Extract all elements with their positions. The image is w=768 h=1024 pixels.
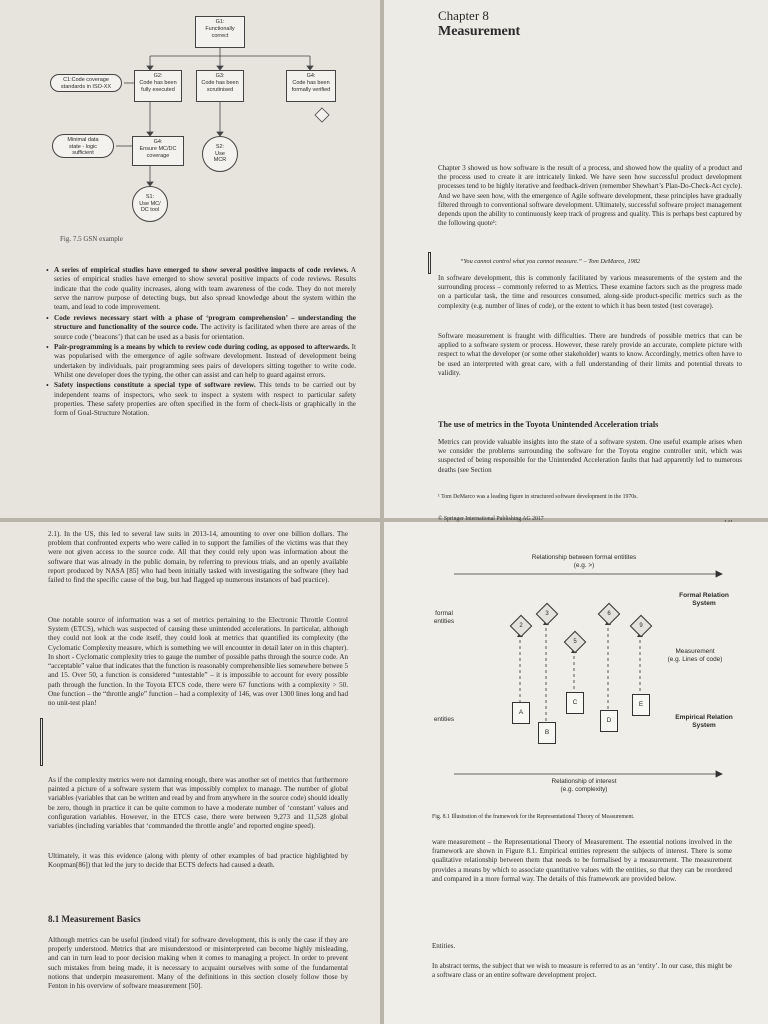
formal-entity-node: 3	[536, 603, 559, 626]
bullet-item	[46, 381, 356, 418]
measurement-label: Measurement (e.g. Lines of code)	[667, 648, 723, 663]
formal-entity-node: 5	[564, 631, 587, 654]
representational-theory-diagram	[424, 552, 744, 802]
gsn-context-c1: C1:Code coverage standards in ISO-XX	[50, 74, 122, 92]
bullet-text: The activity is facilitated when there are areas of the source code (‘beacons’) that can be used as a basis for orientation.	[54, 323, 356, 341]
global-variables-paragraph: As if the complexity metrics were not damning enough, there was another set of metrics that furthermore painted a picture of a software system that was impossibly complex to manage. The number of global variables (variables that can be written and read by and from anywhere in the source code) should ideally be zero, though in practice it can be quite common to have a moderate number of ‘constant’ values and configuration variables. However, in the ETCS case, there were between 9,273 and 11,528 global variables (including variables that ‘commanded the throttle angle’ and reported engine speed).	[48, 776, 348, 831]
empirical-entity-doc: E	[632, 694, 650, 716]
gsn-solution-s1: S1: Use MC/ DC tool	[132, 186, 168, 222]
formal-relation-system-label: Formal Relation System	[679, 592, 729, 607]
formal-entities-label: formal entities	[433, 610, 455, 625]
etcs-paragraph: One notable source of information was a set of metrics pertaining to the Electronic Throttle Control System (ETCS), which was suspected of causing these unintended accelerations. In particular, although they could not look at the code itself, they could look at metrics that quantified its complexity (the Cyclomatic Complexity measure, which is something we will encounter in detail later on in this chapter). In short - Cyclomatic complexity tries to gauge the number of possible paths through the source code. An “acceptable” value that indicates that the function is reasonably comprehensible lies somewhere betwee 5 and 15. Over 50, a function is considered “untestable” – it is impossible to account for every possible path through the function. In the Toyota ETCS code, there were 67 functions with a complexity > 50. One function – the “throttle angle” function – had a complexity of 146, was over 1300 lines long and had no unit-test plan!	[48, 616, 348, 707]
gsn-diagram	[30, 10, 370, 236]
empirical-entity-doc: C	[566, 692, 584, 714]
bullet-item	[46, 266, 356, 313]
gsn-solution-s2: S2: Use MCR	[202, 136, 238, 172]
empirical-relation-system-label: Empirical Relation System	[675, 714, 733, 729]
figure-caption-8-1: Fig. 8.1 Illustration of the framework for the Representational Theory of Measurement.	[432, 814, 635, 820]
empirical-entity-doc: B	[538, 722, 556, 744]
page-figure-8-1	[384, 522, 768, 1024]
chapter-intro-paragraph: Chapter 3 showed us how software is the result of a process, and showed how the quality of a product and the process used to create it are intricately linked. We have seen how successful product development processes tend to be highly iterative and feedback-driven (remember Shewhart’s Plan-Do-Check-Act cycle). And we have seen how, with the emergence of Agile software development, these principles have gradually filtered through to conventional software development. Ultimately, successful software project management depends upon the ability to continuously keep track of progress and quality. This is perhaps best captured by the following quote¹:	[438, 164, 742, 228]
representational-theory-paragraph: ware measurement – the Representational Theory of Measurement. The essential notions involved in the framework are shown in Figure 8.1. Empirical entities represent the subjects of interest. There is some qualitative relationship between them that needs to be formalised by a measurement. The measurement provides a means by which to associate quantitative values with the entities, so that they can be reordered and compared in a more formal way. The details of this framework are provided below.	[432, 838, 732, 883]
toyota-paragraph: Metrics can provide valuable insights into the state of a software system. One useful example arises when we consider the problems surrounding the software for the Toyota engine controller unit, which was suspected of being responsible for the Unintended Acceleration faults that had apparently led to numerous deaths (see Section	[438, 438, 742, 474]
bullet-lead: Code reviews necessary start with a phase of ‘program comprehension’ – understanding the structure and functionality of the source code.	[54, 313, 356, 332]
page-gsn-example	[0, 0, 380, 518]
undeveloped-goal-diamond	[315, 108, 329, 122]
bullet-list	[46, 266, 356, 420]
bullet-lead: Safety inspections constitute a special type of software review.	[54, 381, 256, 390]
bullet-text: A series of empirical studies have emerged to show several positive impacts of code reviews. Results indicate that the code quality increases, along with team awareness of the code. They do not merely serve the narrow purpose of detecting bugs, but also spread knowledge about the system within the team, and lead to code improvement.	[54, 266, 357, 312]
gsn-goal-g1: G1: Functionally correct	[195, 16, 245, 48]
difficulties-paragraph: Software measurement is fraught with difficulties. There are hundreds of possible metrics that can be applied to a software system or process. However, these rarely provide an accurate, complete picture with respect to what the developer (or some other stakeholder) wants to know. Accordingly, metrics often have to be used an interpreted with great care, with a full understanding of their limits and potential threats to validity.	[438, 332, 742, 377]
empirical-entity-doc: D	[600, 710, 618, 732]
bullet-item	[46, 314, 356, 342]
bullet-text: This tends to be carried out by independent teams of inspectors, who seek to inspect a system with respect to particular safety properties. These safety properties are often specified in the form of check-lists or graphically in the form of Goal-Structure Notation.	[54, 381, 357, 418]
gsn-goal-g4: G4: Code has been formally verified	[286, 70, 336, 102]
figure-connectors	[424, 552, 744, 802]
page-chapter-8	[384, 0, 768, 522]
gsn-goal-g2: G2: Code has been fully executed	[134, 70, 182, 102]
pen-mark	[40, 718, 43, 766]
pen-mark	[428, 252, 431, 274]
chapter-title: Measurement	[438, 24, 521, 39]
lawsuit-paragraph: 2.1). In the US, this led to several law suits in 2013-14, amounting to over one billion dollars. The problem that confronted experts who were called in to support the families of the victims was that they were not given access to the source code. All that they could rely upon was information about the software that was already in the public domain, by referring to previous trials, and an openly available report produced by NASA [85] who had been initially tasked with investigating the software (they had failed to find the specific cause of the bug, but had flagged up numerous instances of bad practice).	[48, 530, 348, 585]
formal-entity-node: 6	[598, 603, 621, 626]
chapter-number: Chapter 8	[438, 8, 489, 23]
formal-entity-node: 2	[510, 615, 533, 638]
bullet-lead: Pair-programming is a means by which to review code during coding, as opposed to afterwards.	[54, 342, 350, 351]
entities-label: entities	[433, 716, 455, 723]
entities-heading: Entities.	[432, 942, 456, 950]
verdict-paragraph: Ultimately, it was this evidence (along with plenty of other examples of bad practice highlighted by Koopman[86]) that led the jury to decide that ECTS defects had caused a death.	[48, 852, 348, 870]
relationship-of-interest-label: Relationship of interest (e.g. complexity)	[551, 778, 617, 793]
empirical-entity-doc: A	[512, 702, 530, 724]
bullet-text: It was popularised with the emergence of agile software development. Instead of development being undertaken by individuals, pair programming sees pairs of developers sitting together to write code. Whilst one developer does the typing, the other can assist and can help to guard against errors.	[54, 342, 357, 379]
bullet-item	[46, 343, 356, 380]
gsn-goal-g3: G3: Code has been scrutinised	[196, 70, 244, 102]
section-heading-8-1: 8.1 Measurement Basics	[48, 914, 141, 924]
demarco-quote: “You cannot control what you cannot measure.” – Tom DeMarco, 1982	[460, 258, 641, 265]
toyota-section-heading: The use of metrics in the Toyota Unintended Acceleration trials	[438, 420, 659, 429]
figure-caption-7-5: Fig. 7.5 GSN example	[60, 235, 123, 243]
gsn-goal-g4-mcdc: G4: Ensure MC/DC coverage	[132, 136, 184, 166]
footnote: ¹ Tom DeMarco was a leading figure in structured software development in the 1970s.	[438, 494, 638, 500]
formal-relationship-label: Relationship between formal entitites (e.g. >)	[531, 554, 637, 569]
bullet-lead: A series of empirical studies have emerged to show several positive impacts of code reviews.	[54, 266, 349, 274]
formal-entity-node: 9	[630, 615, 653, 638]
measurement-basics-paragraph: Although metrics can be useful (indeed vital) for software development, this is only the case if they are properly understood. Metrics that are misunderstood or misinterpreted can become highly misleading, and can in turn lead to poor decision making when it comes to managing a project. In order to prevent such mistakes from being made, it is necessary to acquaint ourselves with some of the fundamental notions that underpin measurement. Many of the definitions in this section closely follow those by Fenton in his overview of software measurement [50].	[48, 936, 348, 991]
metrics-paragraph: In software development, this is commonly facilitated by various measurements of the system and the surrounding process – commonly referred to as Metrics. These examine factors such as the progress made on a particular task, the time and resources consumed, along-side product-specific metrics such as the complexity (e.g. number of lines of code), or the extent to which it has been tested (test coverage).	[438, 274, 742, 310]
gsn-context-minimal: Minimal data state - logic sufficient	[52, 134, 114, 158]
page-measurement-continued	[0, 522, 380, 1024]
copyright-notice: © Springer International Publishing AG 2017	[438, 516, 544, 522]
entities-paragraph: In abstract terms, the subject that we wish to measure is referred to as an ‘entity’. In our case, this might be a software class or an entire software development project.	[432, 962, 732, 980]
